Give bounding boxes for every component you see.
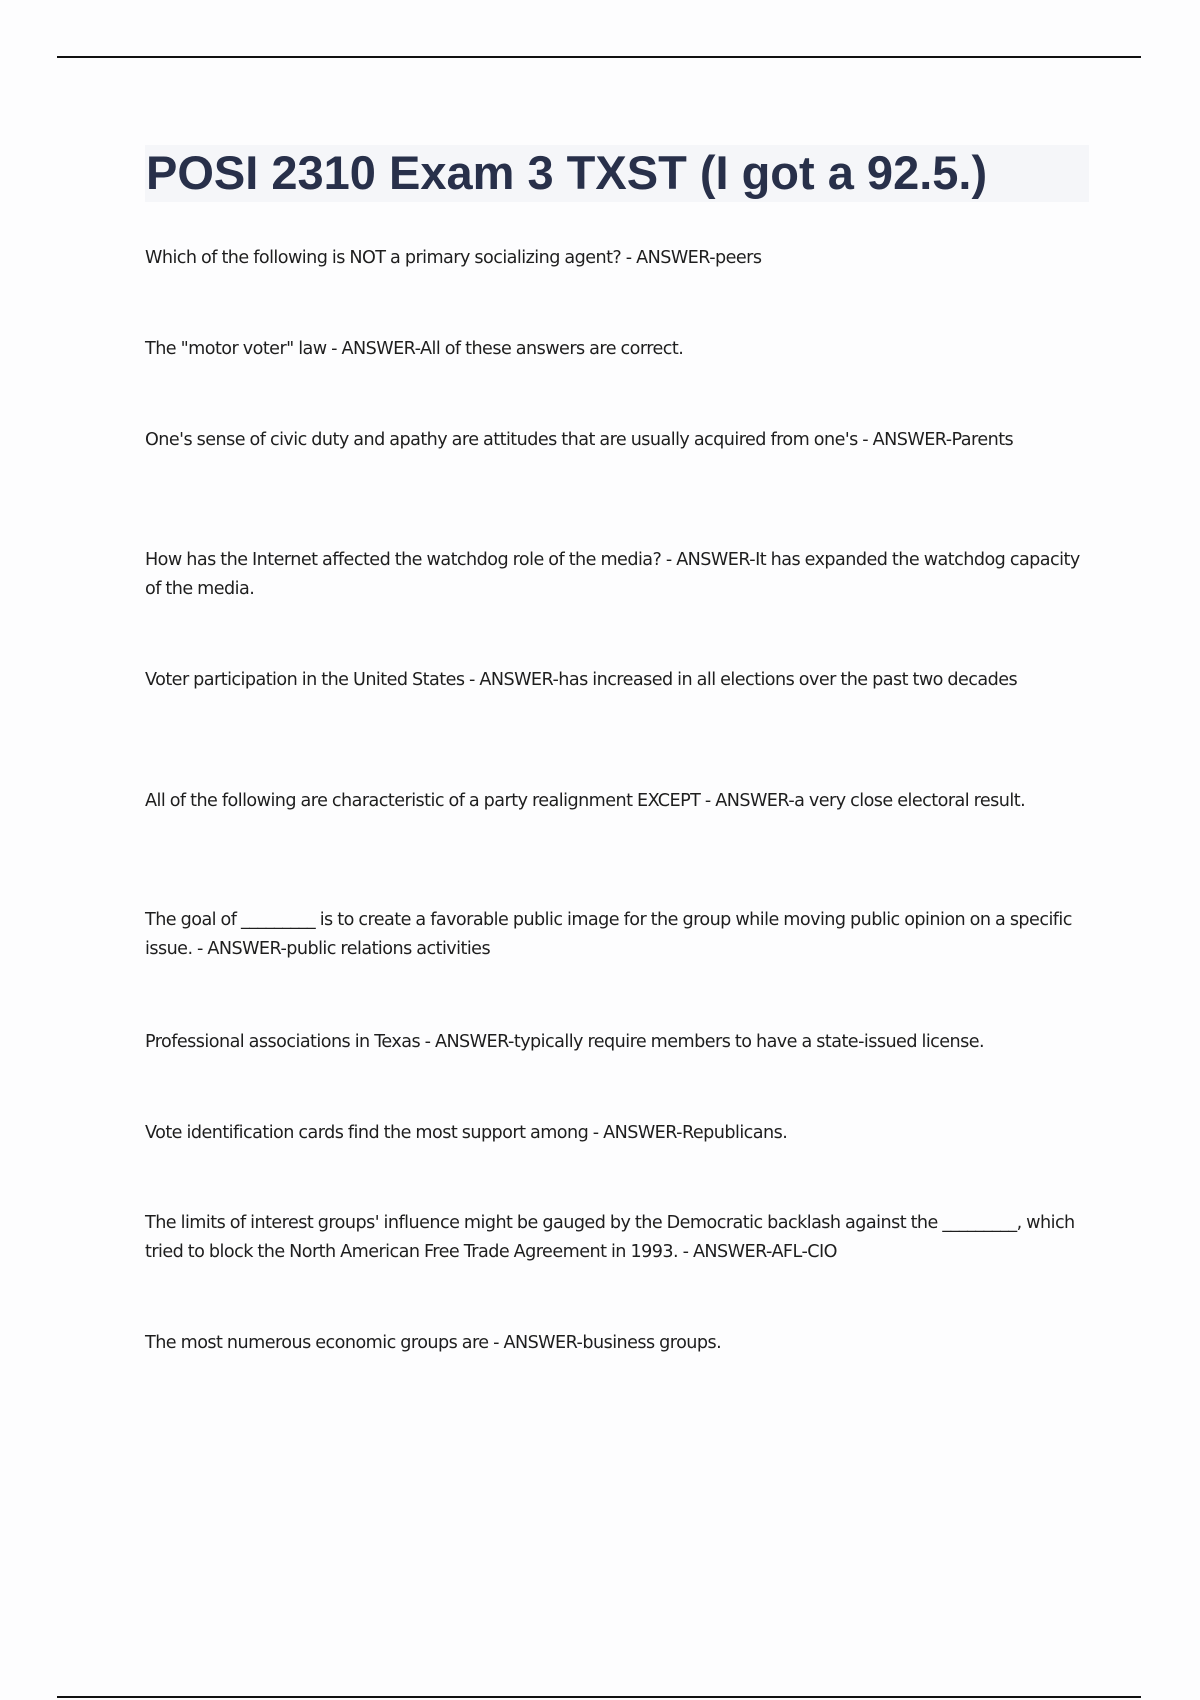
qa-item: One's sense of civic duty and apathy are attitudes that are usually acquired from one's - ANSWER-Parents bbox=[145, 430, 1014, 450]
document-title: POSI 2310 Exam 3 TXST (I got a 92.5.) bbox=[146, 146, 988, 199]
qa-item: The "motor voter" law - ANSWER-All of these answers are correct. bbox=[145, 339, 684, 359]
qa-item: The goal of _________ is to create a favorable public image for the group while moving public opinion on a specific issue. - ANSWER-public relations activities bbox=[145, 910, 1077, 959]
top-rule bbox=[57, 56, 1141, 58]
qa-item: All of the following are characteristic of a party realignment EXCEPT - ANSWER-a very close electoral result. bbox=[145, 791, 1026, 811]
bottom-rule bbox=[57, 1696, 1141, 1698]
qa-item: Which of the following is NOT a primary socializing agent? - ANSWER-peers bbox=[145, 248, 762, 268]
qa-item: How has the Internet affected the watchdog role of the media? - ANSWER-It has expanded the watchdog capacity of the media. bbox=[145, 550, 1085, 599]
qa-item: Professional associations in Texas - ANSWER-typically require members to have a state-issued license. bbox=[145, 1032, 985, 1052]
qa-item: Vote identification cards find the most support among - ANSWER-Republicans. bbox=[145, 1123, 788, 1143]
qa-item: Voter participation in the United States - ANSWER-has increased in all elections over the past two decades bbox=[145, 670, 1018, 690]
qa-item: The limits of interest groups' influence might be gauged by the Democratic backlash against the _________, which tried to block the North American Free Trade Agreement in 1993. - ANSWER-AFL-CIO bbox=[145, 1213, 1080, 1262]
qa-item: The most numerous economic groups are - ANSWER-business groups. bbox=[145, 1333, 722, 1353]
